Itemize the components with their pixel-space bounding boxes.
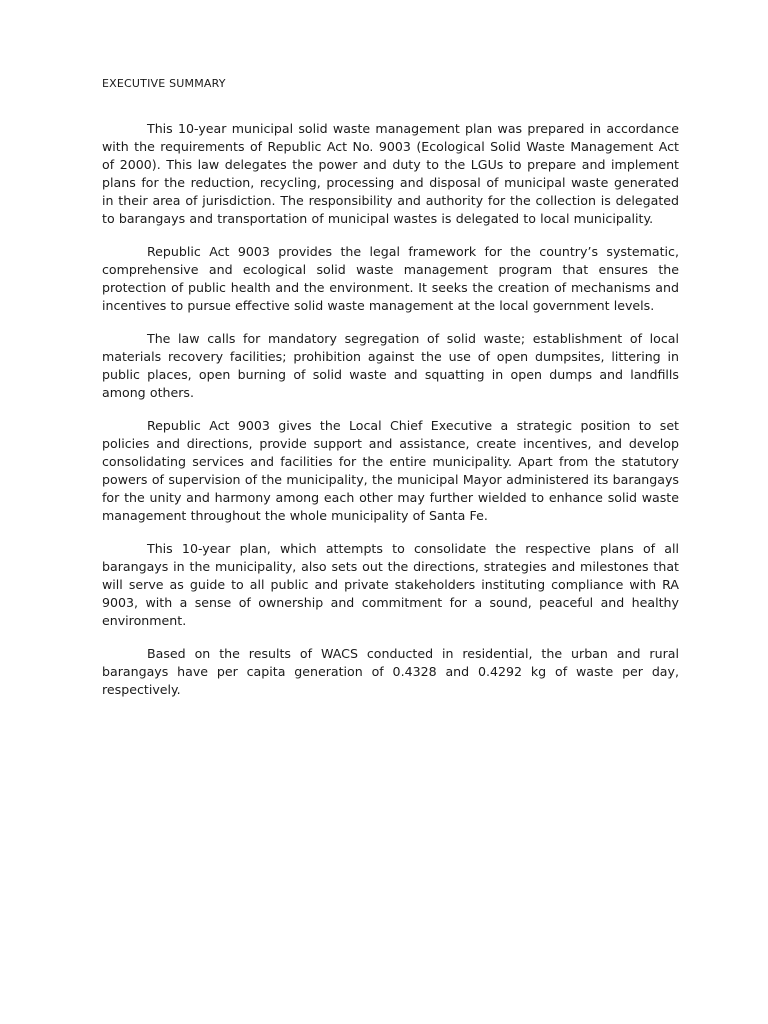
paragraph-5: This 10-year plan, which attempts to consolidate the respective plans of all barangays in the municipality, also sets out the directions, strategies and milestones that will serve as guide to all public and private stakeholders instituting compliance with RA 9003, with a sense of ownership and commitment for a sound, peaceful and healthy environment. [102, 540, 679, 629]
document-body [102, 120, 679, 714]
section-heading: EXECUTIVE SUMMARY [102, 77, 226, 90]
paragraph-6: Based on the results of WACS conducted in residential, the urban and rural barangays have per capita generation of 0.4328 and 0.4292 kg of waste per day, respectively. [102, 645, 679, 698]
paragraph-3: The law calls for mandatory segregation of solid waste; establishment of local materials recovery facilities; prohibition against the use of open dumpsites, littering in public places, open burning of solid waste and squatting in open dumps and landfills among others. [102, 330, 679, 401]
paragraph-4: Republic Act 9003 gives the Local Chief Executive a strategic position to set policies and directions, provide support and assistance, create incentives, and develop consolidating services and facilities for the entire municipality. Apart from the statutory powers of supervision of the municipality, the municipal Mayor administered its barangays for the unity and harmony among each other may further wielded to enhance solid waste management throughout the whole municipality of Santa Fe. [102, 417, 679, 524]
paragraph-1: This 10-year municipal solid waste management plan was prepared in accordance with the requirements of Republic Act No. 9003 (Ecological Solid Waste Management Act of 2000). This law delegates the power and duty to the LGUs to prepare and implement plans for the reduction, recycling, processing and disposal of municipal waste generated in their area of jurisdiction. The responsibility and authority for the collection is delegated to barangays and transportation of municipal wastes is delegated to local municipality. [102, 121, 679, 227]
paragraph-2: Republic Act 9003 provides the legal framework for the country’s systematic, comprehensive and ecological solid waste management program that ensures the protection of public health and the environment. It seeks the creation of mechanisms and incentives to pursue effective solid waste management at the local government levels. [102, 244, 679, 314]
